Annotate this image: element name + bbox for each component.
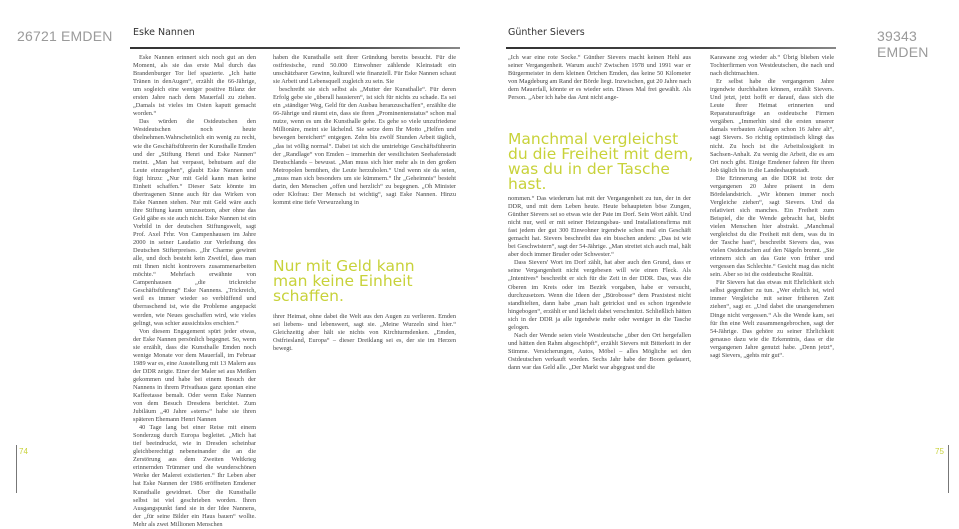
left-page-rule: [16, 445, 17, 493]
paragraph: Karawane zog wieder ab.“ Übrig blieben viele Tochterfirmen von Westdeutschen, die nach und nach dichtmachten.: [710, 54, 834, 78]
left-zip-city: 26721 EMDEN: [17, 28, 113, 44]
left-column-2: [273, 54, 456, 207]
paragraph: Nach der Wende seien viele Westdeutsche „über den Ort hergefallen und hätten den Rahm abgeschöpft“, erzählt Sievers mit Bitterkeit in der Stimme. Versicherungen, Autos, Möbel – alles Mögliche sei den Ostdeutschen verkauft worden. Sechs Jahr habe der Boom gedauert, dann war das Geld alle. „Der Markt war abgegrast und die: [508, 331, 691, 371]
paragraph: beschreibt sie sich selbst als „Mutter der Kunsthalle“. Für deren Erfolg gebe sie „überall hausieren“, ist sich für nichts zu schade. Es sei ein „ständiger Weg, Geld für den Ausbau heranzuschaffen“, erzählte die 66-Jährige und räumt ein, dass sie ihren „Prominentenstatus“ schon mal nutze, wenn es um die Kunsthalle gehe. Es gehe so viele unzufriedene Millionäre, meint sie lächelnd. Sie setze dem Ihr Motto „Helfen und bewegen bereichert“ entgegen. Zehn bis zwölf Stunden Arbeit täglich, „das ist völlig normal“. Dabei ist sich die umtriebige Geschäftsführerin der „Randlage“ von Emden – immerhin der westlichsten Seehafenstadt Deutschlands – bewusst. „Man muss sich hier mehr als in den großen Metropolen bemühen, die Leute herzuholen.“ Und wenn sie da seien, „muss man sich besonders um sie kümmern.“ Ihr „Geheimnis“ besteht darin, den Menschen „offen und herzlich“ zu begegnen. „Oh Minister oder Klofrau: Der Mensch ist wichtig“, sagt Eske Nannen. Hinzu kommt eine tiefe Verwurzelung in: [273, 86, 456, 206]
paragraph: Dass Sievers' Wort im Dorf zählt, hat aber auch den Grund, dass er seine Vergangenheit nicht vergebesen will wie einen Fleck. Als „Intentives“ beschreibt er sich für die Zeit in der DDR. Das, was die Oberen im Kreis oder im Bezirk vorgaben, habe er versucht, durchzusetzen. Wenn die Ideen der „Bürobosse“ dem Praxistest nicht standhielten, dann habe „man halt getrickst und es schon irgendwie hingebogen“, erzählt er und lächelt dabei verschmitzt. Schließlich hätten sich in der DDR ja alle irgendwie mehr oder weniger in die Tasche gelogen.: [508, 259, 691, 331]
paragraph: ihrer Heimat, ohne dabei die Welt aus den Augen zu verlieren. Emden sei liebens- und lebenswert, sagt sie. „Meine Wurzeln sind hier.“ Gleichzeitig aber hält sie nichts von Kirchturmdenken. „Emden, Ostfriesland, Europa“ – dieser Dreiklang sei es, der sie im Herzen bewegt.: [273, 313, 456, 353]
left-column-1: [133, 54, 256, 529]
right-page-rule: [948, 445, 949, 493]
left-pull-quote: Nur mit Geld kann man keine Einheit schaffen.: [273, 257, 415, 305]
paragraph: nommen.“ Das wiederum hat mit der Vergangenheit zu tun, der in der DDR, und mit dem Leben heute. Heute behaupteten böse Zungen, Günther Sievers sei so etwas wie der Pate im Dorf. Sein Wort zählt. Und nicht nur, weil er mit seiner Heizungsbau- und Installationsfirma mit fast jedem der gut 300 Einwohner irgendwie schon mal ein Geschäft gemacht hat. Sievers beschreibt das ein bisschen anders: „Das ist wie bei Geschwistern“, sagt der 54-Jährige. „Man streitet sich auch mal, hält aber doch immer Bruder oder Schwester.“: [508, 195, 691, 259]
paragraph: Die Erinnerung an die DDR ist trotz der vergangenen 20 Jahre präsent in dem Bördelandstrich. „Wir können immer noch Vergleiche ziehen“, sagt Sievers. Und da relativiert sich manches. Ein Freiheit zum Beispiel, die die Wende gebracht hat, bleibt vielen Menschen hier abstrakt. „Manchmal vergleichst du die Freiheit mit dem, was du in der Tasche hast“, beschreibt Sievers das, was vielen Ostdeutschen auf den Nägeln brennt. „Sie erinnern sich an das Gute von früher und vergessen das Schlechte.“ Gesicht mag das nicht sein. Aber so ist die ostdeutsche Realität.: [710, 174, 834, 279]
paragraph: Er selbst habe die vergangenen Jahre irgendwie durchhalten können, erzählt Sievers. Und jetzt, jetzt hofft er darauf, dass sich die Leute ihrer Heimat erinnerten und Reparaturaufträge an ostdeutsche Firmen vergäben. „Immerhin sind die ersten unserer damals verbauten Anlagen schon 16 Jahre alt“, sagt Sievers. So richtig optimistisch klingt das nicht. Zu hoch ist die Arbeitslosigkeit in Sachsen-Anhalt. Zu wenig die Arbeit, die es am Ort noch gibt. Einige Emdener fahren für ihren Job täglich bis in die Landeshauptstadt.: [710, 78, 834, 174]
paragraph: Eske Nannen erinnert sich noch gut an den Moment, als sie das erste Mal durch das Brandenburger Tor lief spazierte. „Ich hatte Tränen in denAugen“, erzählt die 66-Jährige, um sogleich eine weniger positive Bilanz der ersten Jahre nach dem Mauerfall zu ziehen. „Damals ist vieles im Osten kaputt gemacht worden.“: [133, 54, 256, 118]
paragraph: „Ich war eine rote Socke.“ Günther Sievers macht keinen Hehl aus seiner Vergangenheit. Warum auch? Zwischen 1978 und 1991 war er Bürgermeister in dem kleinen Örtchen Emden, das keine 50 Kilometer von Magdeburg am Rand der Börde liegt. Inzwischen, gut 20 Jahre nach dem Mauerfall, könnte er es wieder sein. Dieses Mal frei gewählt. Als Person. „Aber ich habe das Amt nicht ange-: [508, 54, 691, 102]
paragraph: 40 Tage lang bei einer Reise mit einem Sonderzug durch Europa begleitet. „Mich hat tief beeindruckt, wie in Dresden scheinbar gleichberechtigt nebeneinander die an die Zerstörung aus dem Zweiten Weltkrieg erinnernden Trümmer und die wunderschönen Werke der Malerei existierten.“ Ihr Leben aber hat Eske Nannen der 1986 eröffneten Emdener Kunsthalle gewidmet. Über die Kunsthalle selbst ist viel geschrieben worden. Ihren Ausgangspunkt fand sie in der Idee Nannens, der „für seine Bilder ein Haus bauen“ wollte. Mehr als zwei Millionen Menschen: [133, 424, 256, 528]
right-heading: Günther Sievers: [508, 27, 585, 38]
left-page-number: 74: [19, 447, 28, 456]
right-page-number: 75: [935, 447, 944, 456]
left-column-3: [273, 313, 456, 353]
paragraph: Für Sievers hat das etwas mit Ehrlichkeit sich selbst gegenüber zu tun. „Wer ehrlich ist, wird immer Vergleiche mit seiner früheren Zeit ziehen“, sagt er. „Und dabei die unangenehmen Dinge nicht vergessen.“ Als die Wende kam, sei für ihn eine Welt zusammengebrochen, sagt der 54-Jährige. Das gehöre zu seiner Ehrlichkeit genauso dazu wie die Erkenntnis, dass er die vergangenen Jahre genutzt habe. „Denn jetzt“, sagt Sievers, „gehts mir gut“.: [710, 279, 834, 359]
right-column-3: [710, 54, 834, 360]
right-pull-quote: Manchmal vergleichst du die Freiheit mit dem, was du in der Tasche hast.: [508, 130, 694, 193]
paragraph: Von diesem Engagement spürt jeder etwas, der Eske Nannen persönlich begegnet. So, wenn sie erzählt, dass die Kunsthalle Emden noch wenige Monate vor dem Mauerfall, im Februar 1989 war es, eine Ausstellung mit 13 Malern aus der DDR zeigte. Einer der Maler sei aus Meißen gekommen und habe bei einem Besuch der Nannens in ihrem Privathaus ganz spontan eine Kaffeetasse bemalt. Oder wenn Eske Nannen von dem Besuch Dresdens berichtet. Zum Jubiläum „40 Jahre »stern«“ habe sie ihren späteren Ehemann Henri Nannen: [133, 327, 256, 424]
left-heading: Eske Nannen: [133, 27, 195, 38]
right-column-2: [508, 195, 691, 372]
right-zip-city: 39343 EMDEN: [877, 28, 929, 60]
left-heading-rule: [130, 47, 460, 49]
paragraph: haben die Kunsthalle seit ihrer Gründung bereits besucht. Für die ostfriesische, rund 50.000 Einwohner zählende Kleinstadt ein unschätzbarer Gewinn, kulturell wie finanziell. Für Eske Nannen schaut sie Arbeit und Lebensquell zugleich zu sein. Sie: [273, 54, 456, 86]
paragraph: Das würden die Ostdeutschen den Westdeutschen noch heute übelnehmen.Wahrscheinlich ein wenig zu recht, wie die Geschäftsführerin der Kunsthalle Emden und der „Stiftung Henri und Eske Nannen“ meint. „Man hat verpasst, behutsam auf die Leute einzugehen“, glaubt Eske Nannen und fügt hinzu: „Nur mit Geld kann man keine Einheit schaffen.“ Dieser Satz könnte im übertragenen Sinne auch für das Wirken von Eske Nannen stehen. Nur mit Geld wäre auch ihre Stiftung kaum umzusetzen, aber ohne das Geld gäbe es sie auch nicht. Eske Nannen ist ein Vorbild in der deutschen Stiftungswelt, sagt Prof. Axel Frhr. Von Campenhausen im Jahre 2000 in seiner Laudatio zur Verleihung des Deutschen Stifterpreises. „Ihr Charme gewinnt alle, und doch besteht kein Zweifel, dass man mit Ihnen nicht kontrovers zusammenarbeiten möchte.“ Mehrfach erwähnte von Campenhausen „die trickreiche Geschäftsführung“ Eske Nannens. „Trickreich, weil es immer wieder so verblüffend und überraschend ist, wie die Probleme angepackt werden, wie Neues geschaffen wird, wie vieles gelingt, was schier aussichtslos erschien.“: [133, 118, 256, 327]
right-column-1: [508, 54, 691, 102]
right-heading-rule: [506, 47, 836, 49]
